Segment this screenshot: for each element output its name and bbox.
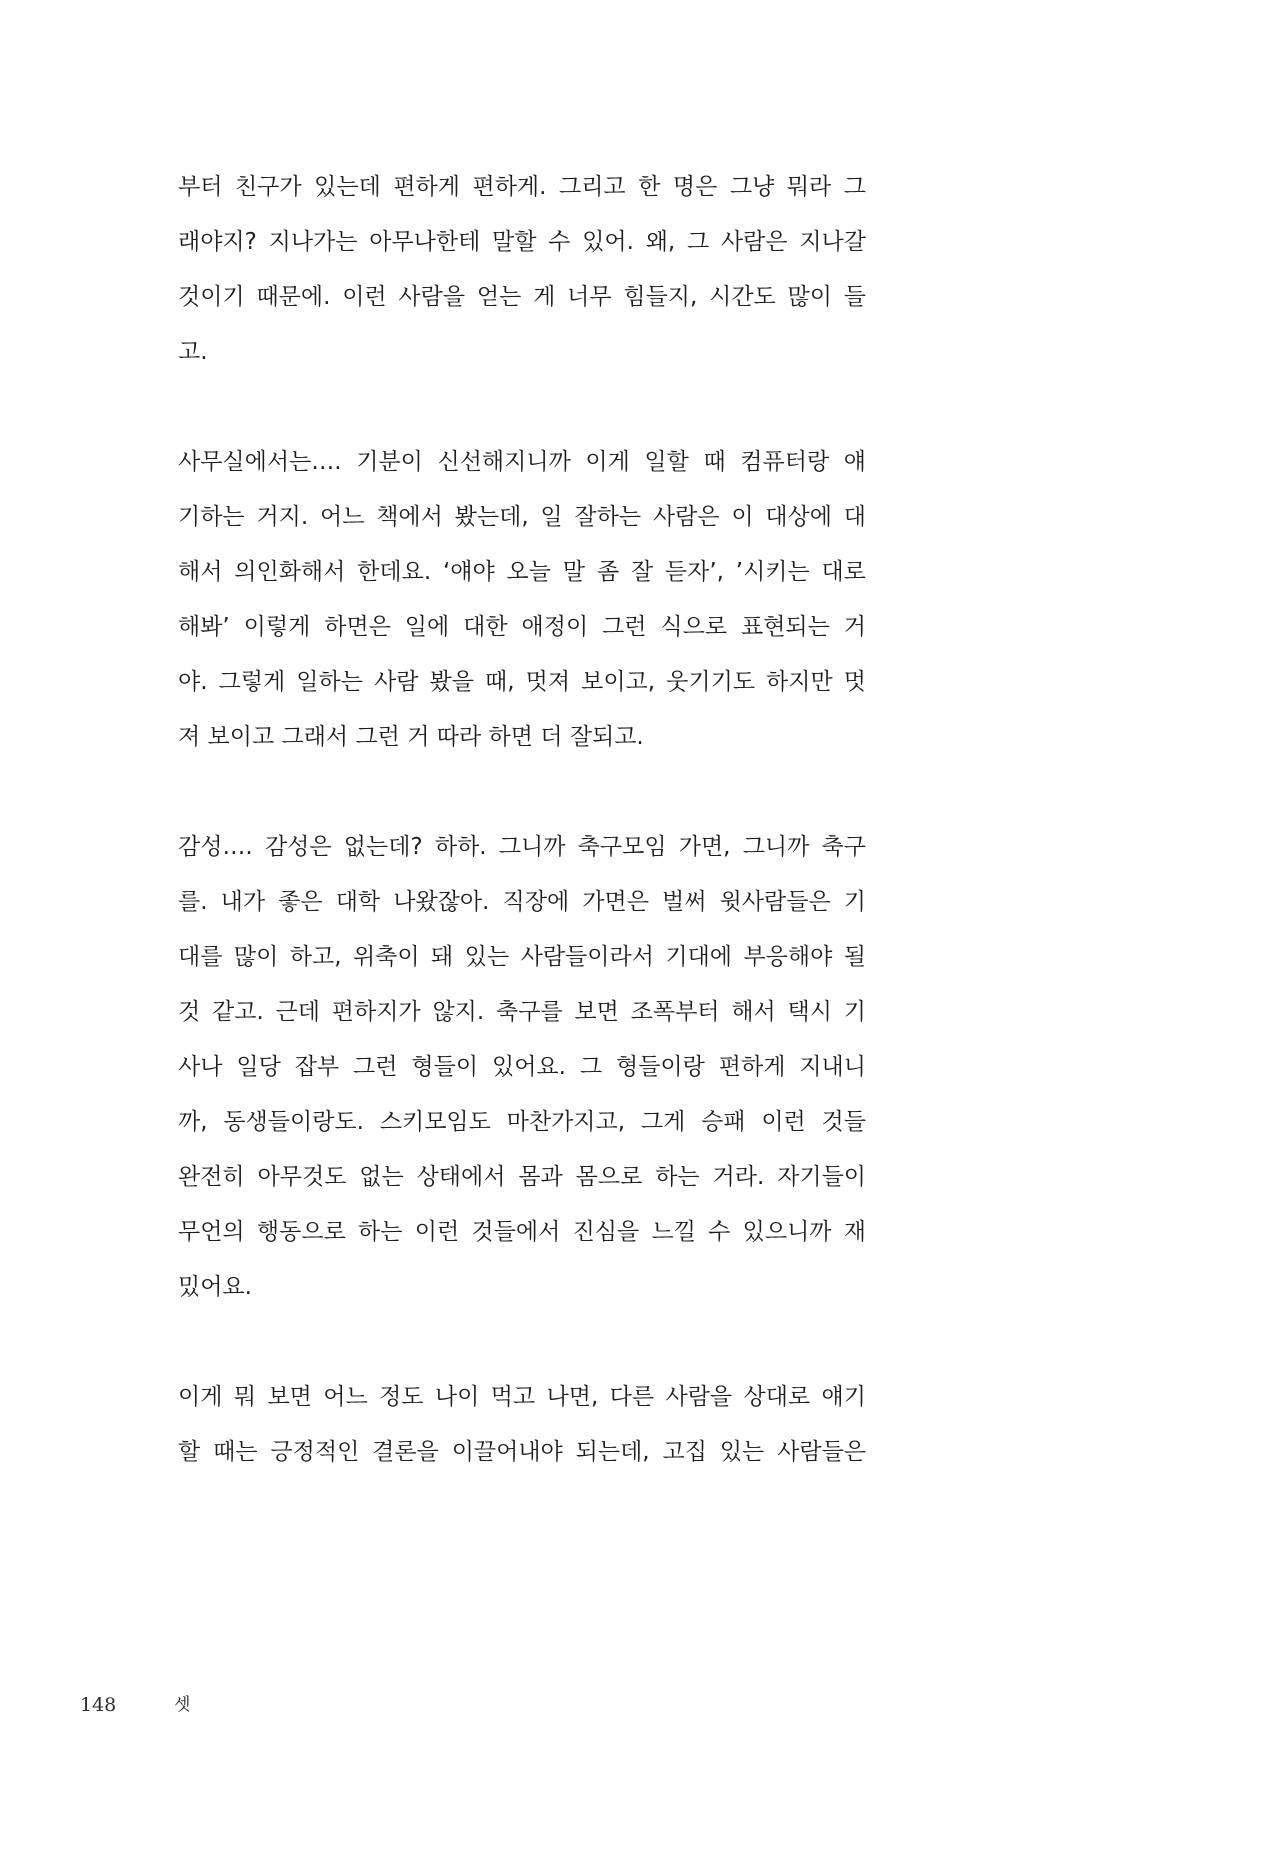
paragraph-4 [178, 1370, 866, 1480]
text-line: 사나 일당 잡부 그런 형들이 있어요. 그 형들이랑 편하게 지내니 [178, 1054, 866, 1080]
paragraph-2 [178, 435, 866, 765]
text-line: 대를 많이 하고, 위축이 돼 있는 사람들이라서 기대에 부응해야 될 [178, 944, 866, 970]
text-line: 할 때는 긍정적인 결론을 이끌어내야 되는데, 고집 있는 사람들은 [178, 1439, 866, 1465]
page-body [178, 160, 866, 1535]
text-line: 져 보이고 그래서 그런 거 따라 하면 더 잘되고. [178, 724, 644, 750]
text-line: 를. 내가 좋은 대학 나왔잖아. 직장에 가면은 벌써 윗사람들은 기 [178, 889, 866, 915]
text-line: 해봐’ 이렇게 하면은 일에 대한 애정이 그런 식으로 표현되는 거 [178, 614, 866, 640]
text-line: 이게 뭐 보면 어느 정도 나이 먹고 나면, 다른 사람을 상대로 얘기 [178, 1384, 866, 1410]
paragraph-1 [178, 160, 866, 380]
text-line: 래야지? 지나가는 아무나한테 말할 수 있어. 왜, 그 사람은 지나갈 [178, 229, 866, 255]
text-line: 감성…. 감성은 없는데? 하하. 그니까 축구모임 가면, 그니까 축구 [178, 834, 866, 860]
chapter-label: 셋 [174, 1695, 191, 1715]
page-number: 148 [80, 1694, 117, 1716]
text-line: 밌어요. [178, 1274, 252, 1300]
text-line: 완전히 아무것도 없는 상태에서 몸과 몸으로 하는 거라. 자기들이 [178, 1164, 866, 1190]
text-line: 것 같고. 근데 편하지가 않지. 축구를 보면 조폭부터 해서 택시 기 [178, 999, 866, 1025]
text-line: 사무실에서는…. 기분이 신선해지니까 이게 일할 때 컴퓨터랑 얘 [178, 449, 866, 475]
text-line: 부터 친구가 있는데 편하게 편하게. 그리고 한 명은 그냥 뭐라 그 [178, 174, 866, 200]
text-line: 것이기 때문에. 이런 사람을 얻는 게 너무 힘들지, 시간도 많이 들 [178, 284, 866, 310]
text-line: 고. [178, 339, 208, 365]
text-line: 기하는 거지. 어느 책에서 봤는데, 일 잘하는 사람은 이 대상에 대 [178, 504, 866, 530]
text-line: 무언의 행동으로 하는 이런 것들에서 진심을 느낄 수 있으니까 재 [178, 1219, 866, 1245]
text-line: 야. 그렇게 일하는 사람 봤을 때, 멋져 보이고, 웃기기도 하지만 멋 [178, 669, 866, 695]
text-line: 해서 의인화해서 한데요. ‘얘야 오늘 말 좀 잘 듣자’, ’시키는 대로 [178, 559, 866, 585]
text-line: 까, 동생들이랑도. 스키모임도 마찬가지고, 그게 승패 이런 것들 [178, 1109, 866, 1135]
paragraph-3 [178, 820, 866, 1315]
